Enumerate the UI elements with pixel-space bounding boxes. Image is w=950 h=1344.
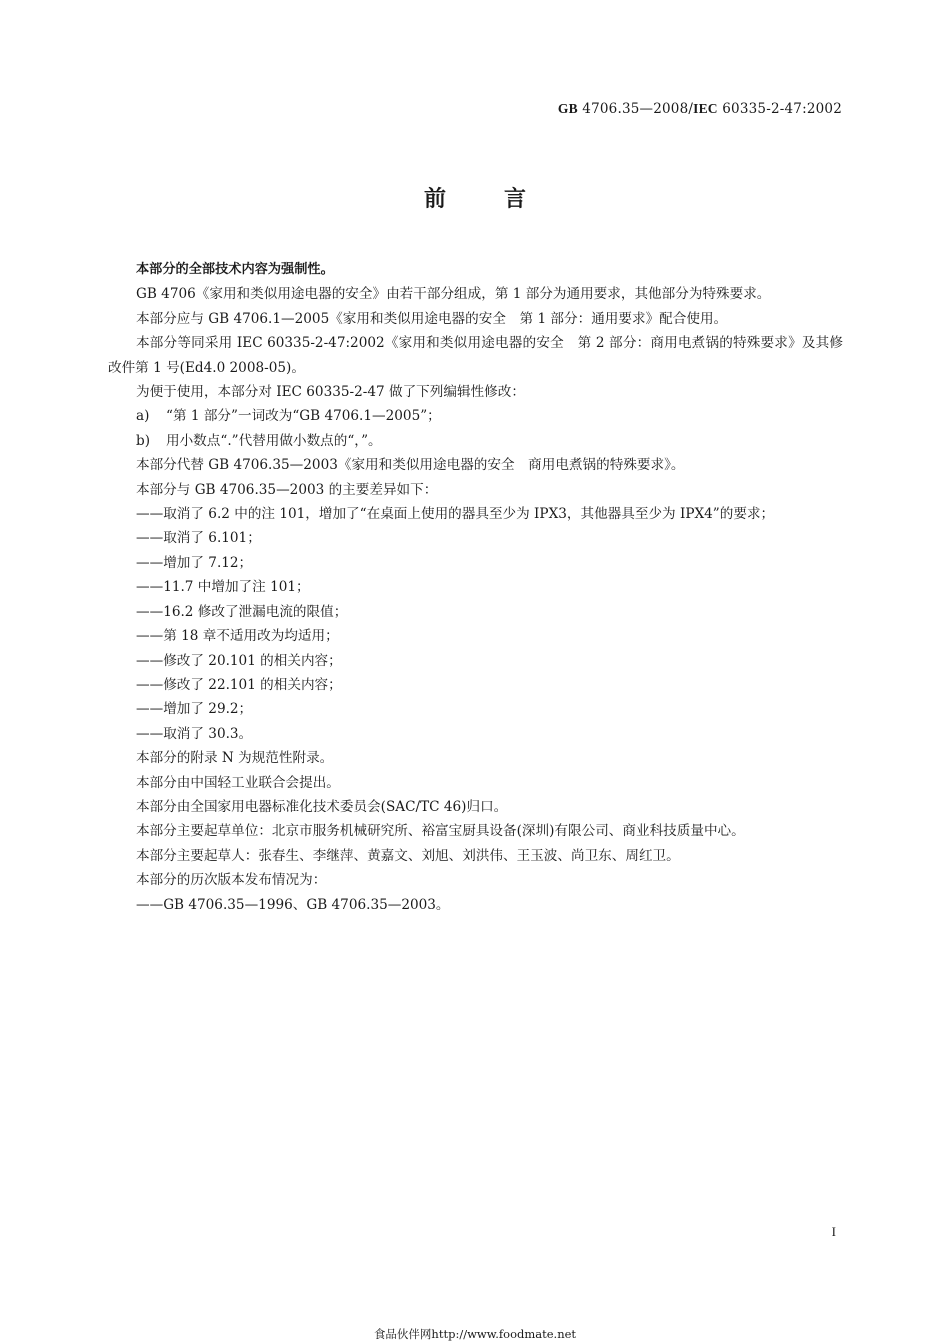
- paragraph-differences-intro: 本部分与 GB 4706.35—2003 的主要差异如下：: [136, 481, 438, 498]
- change-item: ——增加了 7.12；: [136, 554, 253, 571]
- change-item: ——修改了 22.101 的相关内容；: [136, 676, 342, 693]
- paragraph-usage: 本部分应与 GB 4706.1—2005《家用和类似用途电器的安全 第 1 部分：通用要求》配合使用。: [136, 310, 728, 327]
- change-item: ——取消了 6.2 中的注 101，增加了“在桌面上使用的器具至少为 IPX3，其他器具至少为 IPX4”的要求；: [136, 506, 775, 523]
- iec-prefix: IEC: [693, 101, 718, 116]
- change-item: ——11.7 中增加了注 101；: [136, 579, 310, 596]
- change-item: ——修改了 20.101 的相关内容；: [136, 652, 342, 669]
- change-item: ——16.2 修改了泄漏电流的限值；: [136, 603, 348, 620]
- paragraph-replaces: 本部分代替 GB 4706.35—2003《家用和类似用途电器的安全 商用电煮锅的特殊要求》。: [136, 457, 685, 474]
- change-item: ——取消了 30.3。: [136, 725, 253, 742]
- gb-prefix: GB: [557, 101, 578, 116]
- change-item: ——增加了 29.2；: [136, 701, 253, 718]
- paragraph-history-intro: 本部分的历次版本发布情况为：: [136, 872, 327, 889]
- iec-code: 60335-2-47:2002: [722, 101, 842, 117]
- edit-item-b-label: b): [136, 432, 151, 449]
- paragraph-drafting-units: 本部分主要起草单位：北京市服务机械研究所、裕富宝厨具设备(深圳)有限公司、商业科技质量中心。: [136, 823, 745, 840]
- mandatory-statement: 本部分的全部技术内容为强制性。: [136, 262, 334, 277]
- change-item: ——取消了 6.101；: [136, 530, 261, 547]
- edit-item-a: [108, 404, 843, 428]
- page-number: I: [831, 1224, 836, 1239]
- paragraph-drafters: 本部分主要起草人：张春生、李继萍、黄嘉文、刘旭、刘洪伟、王玉波、尚卫东、周红卫。: [136, 847, 680, 864]
- paragraph-adoption: 本部分等同采用 IEC 60335-2-47:2002《家用和类似用途电器的安全 第 2 部分：商用电煮锅的特殊要求》及其修改件第 1 号(Ed4.0 2008-05)。: [108, 335, 843, 376]
- paragraph-edits-intro: 为便于使用，本部分对 IEC 60335-2-47 做了下列编辑性修改：: [136, 384, 525, 401]
- edit-item-b-text: 用小数点“.”代替用做小数点的“，”。: [166, 432, 382, 449]
- footer-watermark: 食品伙伴网http://www.foodmate.net: [373, 1327, 577, 1341]
- paragraph-structure: GB 4706《家用和类似用途电器的安全》由若干部分组成，第 1 部分为通用要求，其他部分为特殊要求。: [136, 286, 771, 303]
- edit-item-b: [108, 429, 843, 453]
- document-body: [108, 258, 843, 917]
- paragraph-proposer: 本部分由中国轻工业联合会提出。: [136, 774, 340, 791]
- paragraph-committee: 本部分由全国家用电器标准化技术委员会(SAC/TC 46)归口。: [136, 798, 508, 815]
- history-item: ——GB 4706.35—1996、GB 4706.35—2003。: [136, 896, 450, 913]
- page-title: 前言: [423, 187, 584, 212]
- paragraph-annex: 本部分的附录 N 为规范性附录。: [136, 750, 334, 767]
- gb-code: 4706.35—2008/: [582, 101, 694, 117]
- edit-item-a-text: “第 1 部分”一词改为“GB 4706.1—2005”；: [166, 408, 441, 425]
- edit-item-a-label: a): [136, 408, 150, 425]
- standard-code: [558, 101, 842, 117]
- change-item: ——第 18 章不适用改为均适用；: [136, 628, 339, 645]
